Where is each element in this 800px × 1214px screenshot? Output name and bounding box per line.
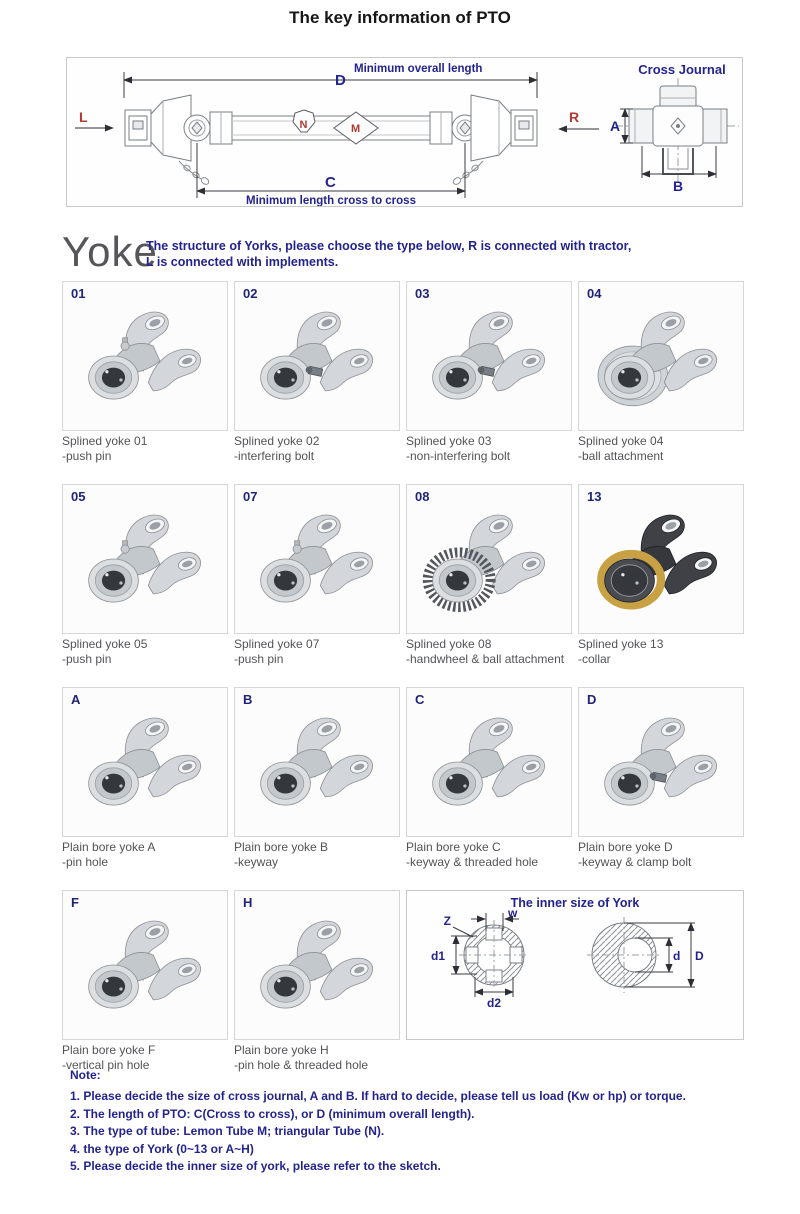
pto-diagram-box xyxy=(66,57,743,207)
yoke-photo xyxy=(62,484,228,634)
yoke-code: C xyxy=(415,692,425,707)
yoke-image xyxy=(77,704,213,820)
page-title: The key information of PTO xyxy=(289,8,511,27)
dim-d-caption: Minimum overall length xyxy=(354,63,483,75)
yoke-cell xyxy=(406,484,572,667)
cross-journal-drawing xyxy=(615,78,739,182)
yoke-cell xyxy=(234,484,400,667)
yoke-section-heading: Yoke xyxy=(62,228,158,275)
yoke-cell xyxy=(234,687,400,870)
yoke-image xyxy=(249,298,385,414)
yoke-cell xyxy=(578,281,744,464)
yoke-name: Splined yoke 02 xyxy=(234,434,320,448)
yoke-feature: -push pin xyxy=(234,652,284,666)
yoke-image xyxy=(77,298,213,414)
label-d1: d1 xyxy=(431,949,446,963)
yoke-name: Splined yoke 04 xyxy=(578,434,664,448)
note-item-2: 2. The length of PTO: C(Cross to cross), or D (minimum overall length). xyxy=(70,1106,475,1121)
yoke-feature: -pin hole & threaded hole xyxy=(234,1058,369,1072)
yoke-name: Plain bore yoke A xyxy=(62,840,156,854)
yoke-name: Plain bore yoke F xyxy=(62,1043,156,1057)
cross-journal-title: Cross Journal xyxy=(638,62,726,77)
yoke-feature: -push pin xyxy=(62,449,112,463)
yoke-feature: -vertical pin hole xyxy=(62,1058,150,1072)
note-heading: Note: xyxy=(70,1068,101,1082)
yoke-code: 05 xyxy=(71,489,86,504)
yoke-cell xyxy=(234,890,400,1073)
yoke-desc-line1: The structure of Yorks, please choose the type below, R is connected with tractor, xyxy=(146,239,632,253)
yoke-code: D xyxy=(587,692,597,707)
tube-mark-n: N xyxy=(299,119,308,131)
yoke-photo xyxy=(578,484,744,634)
yoke-cell xyxy=(406,687,572,870)
yoke-photo xyxy=(62,890,228,1040)
yoke-section-description xyxy=(146,238,706,270)
yoke-cell xyxy=(62,687,228,870)
yoke-image xyxy=(593,298,729,414)
cross-journal-a: A xyxy=(610,118,621,134)
yoke-photo xyxy=(578,687,744,837)
label-d: d xyxy=(673,949,681,963)
yoke-code: 03 xyxy=(415,286,430,301)
yoke-image xyxy=(249,704,385,820)
yoke-cell xyxy=(62,484,228,667)
yoke-photo xyxy=(406,484,572,634)
dim-c-letter: C xyxy=(325,174,336,191)
yoke-desc-line2: L is connected with implements. xyxy=(146,255,339,269)
yoke-code: B xyxy=(243,692,253,707)
yoke-name: Plain bore yoke B xyxy=(234,840,329,854)
dim-c-caption: Minimum length cross to cross xyxy=(246,195,416,206)
yoke-image xyxy=(421,298,557,414)
yoke-feature: -non-interfering bolt xyxy=(406,449,511,463)
yoke-image xyxy=(421,501,557,617)
yoke-feature: -push pin xyxy=(62,652,112,666)
inner-size-title: The inner size of York xyxy=(510,896,640,910)
yoke-feature: -collar xyxy=(578,652,611,666)
yoke-cell xyxy=(406,281,572,464)
yoke-image xyxy=(593,704,729,820)
yoke-feature: -pin hole xyxy=(62,855,109,869)
yoke-name: Splined yoke 03 xyxy=(406,434,492,448)
tube-mark-m: M xyxy=(351,123,361,135)
yoke-cell xyxy=(578,687,744,870)
yoke-name: Splined yoke 13 xyxy=(578,637,664,651)
yoke-cell xyxy=(234,281,400,464)
yoke-photo xyxy=(234,890,400,1040)
yoke-code: 13 xyxy=(587,489,602,504)
yoke-image xyxy=(249,501,385,617)
yoke-name: Splined yoke 01 xyxy=(62,434,148,448)
safety-chain-left xyxy=(179,161,210,186)
yoke-feature: -keyway & clamp bolt xyxy=(578,855,692,869)
pto-shaft-diagram xyxy=(67,58,742,206)
yoke-cell xyxy=(62,890,228,1073)
yoke-photo xyxy=(62,687,228,837)
marker-l: L xyxy=(79,109,88,125)
yoke-feature: -ball attachment xyxy=(578,449,664,463)
yoke-feature: -keyway & threaded hole xyxy=(406,855,539,869)
yoke-name: Plain bore yoke C xyxy=(406,840,501,854)
yoke-photo xyxy=(234,687,400,837)
yoke-code: 01 xyxy=(71,286,86,301)
yoke-name: Splined yoke 08 xyxy=(406,637,492,651)
inner-size-box xyxy=(406,890,744,1040)
yoke-feature: -interfering bolt xyxy=(234,449,315,463)
dim-d-letter: D xyxy=(335,72,346,89)
yoke-photo xyxy=(406,687,572,837)
yoke-photo xyxy=(234,484,400,634)
yoke-grid xyxy=(62,281,744,1073)
note-item-4: 4. the type of York (0~13 or A~H) xyxy=(70,1141,254,1156)
note-item-1: 1. Please decide the size of cross journal, A and B. If hard to decide, please tell us load (Kw or hp) or torque. xyxy=(70,1089,686,1103)
cross-journal-b: B xyxy=(673,178,684,194)
safety-chain-right xyxy=(452,161,483,186)
yoke-code: F xyxy=(71,895,79,910)
yoke-code: 02 xyxy=(243,286,258,301)
yoke-image xyxy=(593,501,729,617)
yoke-name: Splined yoke 07 xyxy=(234,637,320,651)
yoke-name: Plain bore yoke H xyxy=(234,1043,329,1057)
inner-size-sketch xyxy=(407,910,743,1032)
yoke-image xyxy=(77,907,213,1023)
yoke-code: 07 xyxy=(243,489,258,504)
yoke-code: 08 xyxy=(415,489,430,504)
yoke-name: Plain bore yoke D xyxy=(578,840,673,854)
yoke-name: Splined yoke 05 xyxy=(62,637,148,651)
yoke-code: 04 xyxy=(587,286,602,301)
yoke-feature: -handwheel & ball attachment xyxy=(406,652,565,666)
yoke-image xyxy=(77,501,213,617)
yoke-cell xyxy=(578,484,744,667)
note-block xyxy=(70,1068,770,1176)
yoke-photo xyxy=(234,281,400,431)
label-d2: d2 xyxy=(487,996,502,1010)
marker-r: R xyxy=(569,109,580,125)
yoke-photo xyxy=(62,281,228,431)
yoke-image xyxy=(421,704,557,820)
label-outer-d: D xyxy=(695,949,704,963)
yoke-photo xyxy=(578,281,744,431)
label-w: w xyxy=(508,910,518,920)
yoke-cell xyxy=(62,281,228,464)
yoke-feature: -keyway xyxy=(234,855,279,869)
note-item-3: 3. The type of tube: Lemon Tube M; triangular Tube (N). xyxy=(70,1124,385,1138)
yoke-code: A xyxy=(71,692,81,707)
note-item-5: 5. Please decide the inner size of york, please refer to the sketch. xyxy=(70,1159,441,1173)
label-z: Z xyxy=(443,914,451,928)
yoke-photo xyxy=(406,281,572,431)
yoke-image xyxy=(249,907,385,1023)
yoke-code: H xyxy=(243,895,253,910)
